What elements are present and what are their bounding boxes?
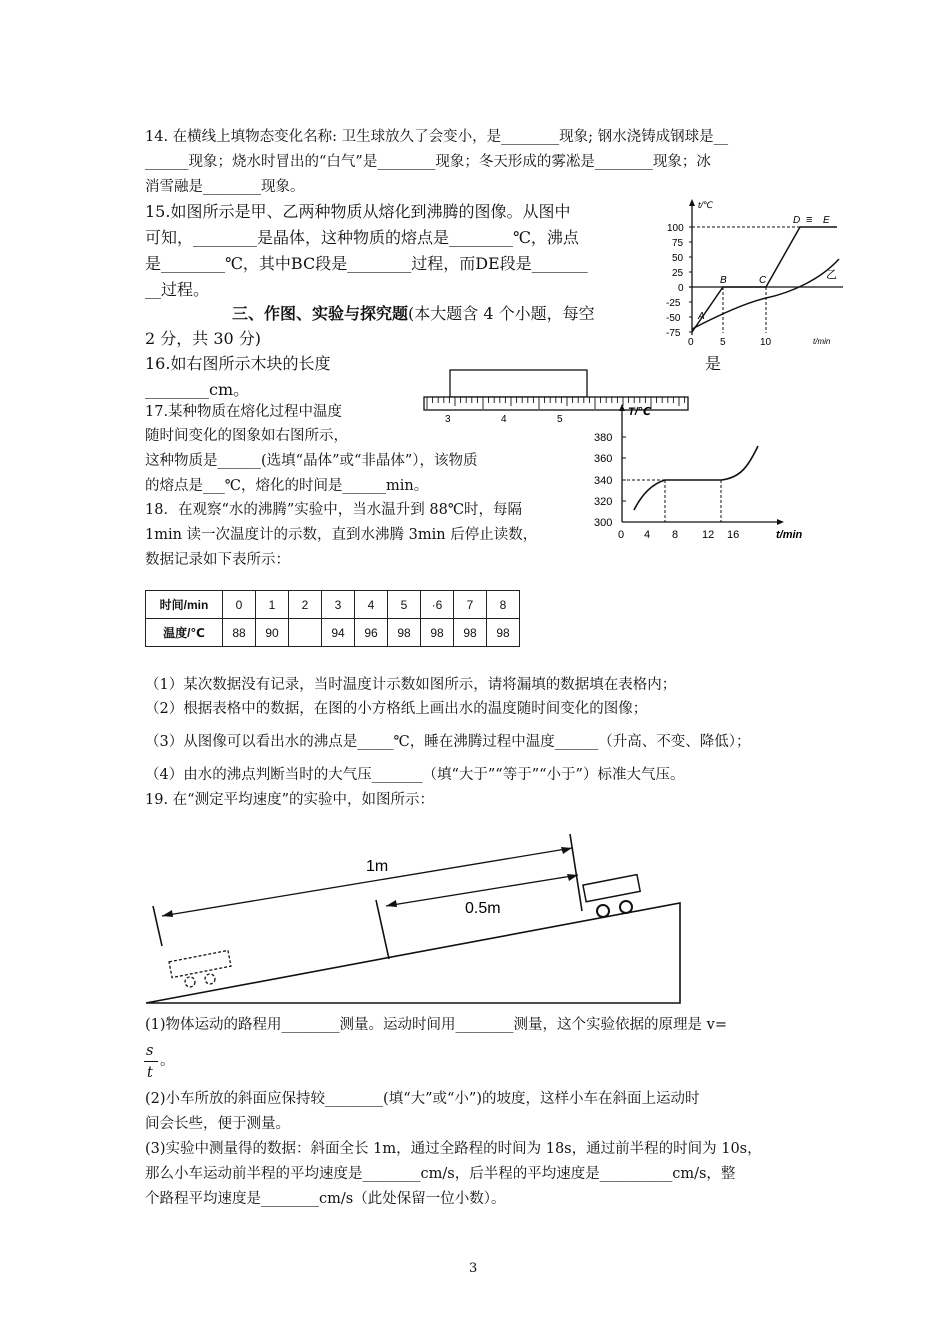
q19-sub3b: 那么小车运动前半程的平均速度是________cm/s，后半程的平均速度是__________cm/s，整 — [145, 1166, 736, 1182]
fig17-xtick: 4 — [644, 529, 651, 541]
table-cell: 7 — [454, 591, 487, 619]
table-cell: ·6 — [421, 591, 454, 619]
q15-line3: 是________℃，其中BC段是________过程，而DE段是_______ — [145, 254, 588, 273]
q15-line4: __过程。 — [145, 280, 210, 299]
table-cell: 0 — [223, 591, 256, 619]
fig15-point-e: E — [823, 215, 830, 226]
table-cell: 94 — [322, 619, 355, 647]
q14-line3: 消雪融是________现象。 — [145, 179, 305, 195]
table-cell-missing — [289, 619, 322, 647]
q14-line1: 14. 在横线上填物态变化名称: 卫生球放久了会变小，是________现象; 钢水浇铸成钢球是__ — [145, 129, 729, 145]
q19-sub3a: (3)实验中测量得的数据：斜面全长 1m，通过全路程的时间为 18s，通过前半程的时间为 10s， — [145, 1141, 762, 1157]
q19-frac-num: s — [146, 1043, 154, 1059]
table-cell: 5 — [388, 591, 421, 619]
table-cell: 88 — [223, 619, 256, 647]
q19-intro: 19. 在“测定平均速度”的实验中，如图所示： — [145, 792, 434, 808]
q15-line2: 可知，________是晶体，这种物质的熔点是________℃，沸点 — [145, 228, 579, 247]
fig15-ytick: 50 — [672, 253, 684, 264]
fig17-xtick: 8 — [672, 529, 679, 541]
q18-line3: 数据记录如下表所示： — [145, 552, 290, 568]
fig15-point-a: A — [698, 311, 705, 322]
table-cell: 98 — [388, 619, 421, 647]
section3-note2: 2 分，共 30 分) — [145, 329, 262, 348]
fig15-point-c: C — [759, 275, 767, 286]
q18-line2: 1min 读一次温度计的示数，直到水沸腾 3min 后停止读数， — [145, 527, 538, 543]
fig15-ytick: -75 — [666, 328, 681, 339]
fig17-xtick: 16 — [727, 529, 740, 541]
fig15-xtick: 0 — [688, 337, 694, 348]
q18-sub2: （2）根据表格中的数据，在图的小方格纸上画出水的温度随时间变化的图像； — [145, 701, 648, 717]
fig15-point-b: B — [720, 275, 727, 286]
table-cell: 96 — [355, 619, 388, 647]
boiling-data-table — [145, 590, 520, 647]
q19-sub2b: 间会长些，便于测量。 — [145, 1116, 290, 1132]
fig16-tick: 4 — [501, 414, 507, 425]
table-cell: 90 — [256, 619, 289, 647]
table-header-time: 时间/min — [146, 591, 223, 619]
fig19-label-full: 1m — [366, 858, 389, 875]
fig15-eq: ≡ — [806, 214, 813, 226]
q17-line3: 这种物质是______(选填“晶体”或“非晶体”），该物质 — [145, 453, 478, 469]
section3-heading — [232, 302, 595, 326]
fig17-ytick: 380 — [594, 432, 613, 444]
q16-line1-tail: 是 — [705, 354, 722, 373]
q18-line1: 18．在观察“水的沸腾”实验中，当水温升到 88℃时，每隔 — [145, 502, 523, 518]
fig17-graph — [590, 402, 820, 542]
table-cell: 8 — [487, 591, 520, 619]
fig15-ylabel: t/℃ — [698, 200, 714, 210]
q17-line2: 随时间变化的图象如右图所示， — [145, 428, 348, 444]
q17-line4: 的熔点是___℃，熔化的时间是______min。 — [145, 478, 429, 494]
section3-note: (本大题含 4 个小题，每空 — [408, 304, 595, 323]
fig15-ytick: 0 — [678, 283, 684, 294]
q18-sub1: （1）某次数据没有记录，当时温度计示数如图所示，请将漏填的数据填在表格内； — [145, 677, 677, 693]
fig17-xlabel: t/min — [776, 529, 803, 541]
fig17-ylabel: T/℃ — [628, 406, 652, 418]
fig19-incline — [140, 828, 690, 1008]
fig15-ytick: -50 — [666, 313, 681, 324]
fig15-point-d: D — [793, 215, 801, 226]
fig15-xtick: 10 — [760, 337, 772, 348]
fig17-ytick: 320 — [594, 496, 613, 508]
table-cell: 3 — [322, 591, 355, 619]
fig17-ytick: 340 — [594, 475, 613, 487]
section3-title: 三、作图、实验与探究题 — [232, 304, 409, 323]
table-cell: 2 — [289, 591, 322, 619]
table-cell: 4 — [355, 591, 388, 619]
q16-line2: ________cm。 — [145, 380, 250, 399]
table-cell: 98 — [454, 619, 487, 647]
q19-frac-tail: 。 — [160, 1053, 175, 1069]
q17-line1: 17.某种物质在熔化过程中温度 — [145, 404, 343, 420]
table-row-temp — [146, 619, 520, 647]
q16-line1: 16.如右图所示木块的长度 — [145, 354, 331, 373]
fig17-ytick: 360 — [594, 453, 613, 465]
fig15-graph — [655, 195, 855, 350]
fig15-ytick: 100 — [667, 223, 684, 234]
fig16-tick: 3 — [445, 414, 451, 425]
fig17-ytick: 300 — [594, 517, 613, 529]
page-number: 3 — [469, 1261, 478, 1276]
table-cell: 1 — [256, 591, 289, 619]
q15-line1: 15.如图所示是甲、乙两种物质从熔化到沸腾的图像。从图中 — [145, 202, 571, 221]
q19-frac-den: t — [147, 1065, 153, 1081]
table-row-time — [146, 591, 520, 619]
q14-line2: ______现象；烧水时冒出的“白气”是________现象；冬天形成的雾凇是________现象；冰 — [145, 154, 711, 170]
table-cell: 98 — [421, 619, 454, 647]
q19-sub1: (1)物体运动的路程用________测量。运动时间用________测量，这个实验依据的原理是 v= — [145, 1017, 727, 1033]
table-header-temp: 温度/℃ — [146, 619, 223, 647]
fig15-curve-label: 乙 — [826, 269, 837, 281]
q18-sub4: （4）由水的沸点判断当时的大气压_______（填“大于”“等于”“小于”）标准大气压。 — [145, 767, 685, 783]
q18-sub3: （3）从图像可以看出水的沸点是_____℃，睡在沸腾过程中温度______（升高、不变、降低）； — [145, 734, 751, 750]
fig15-xtick: 5 — [720, 337, 726, 348]
fig15-ytick: 25 — [672, 268, 684, 279]
fig16-tick: 5 — [557, 414, 563, 425]
fig17-xtick: 12 — [702, 529, 715, 541]
table-cell: 98 — [487, 619, 520, 647]
fig17-xtick: 0 — [618, 529, 625, 541]
fig15-xlabel: t/min — [813, 337, 831, 346]
fig15-ytick: 75 — [672, 238, 684, 249]
q19-sub3c: 个路程平均速度是________cm/s（此处保留一位小数）。 — [145, 1191, 506, 1207]
fig19-label-half: 0.5m — [465, 900, 501, 917]
q19-sub2a: (2)小车所放的斜面应保持较________(填“大”或“小”)的坡度，这样小车在斜面上运动时 — [145, 1091, 700, 1107]
fig15-ytick: -25 — [666, 298, 681, 309]
